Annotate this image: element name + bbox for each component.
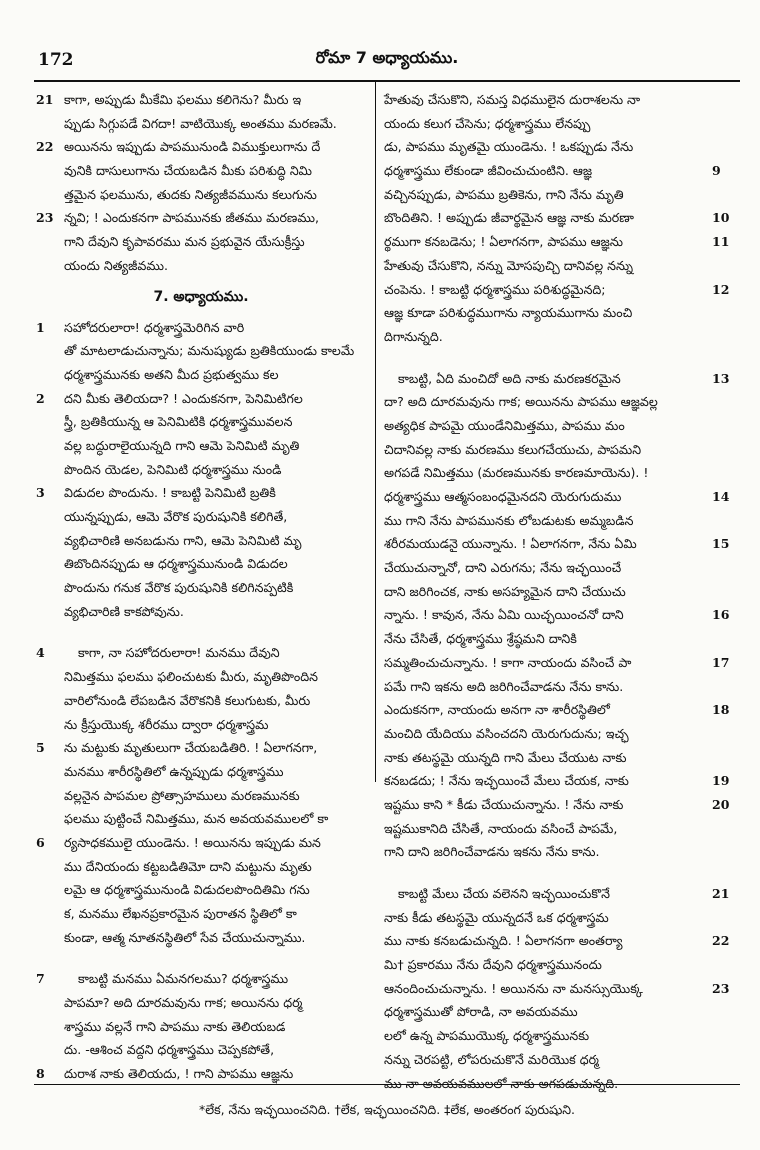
text-line bbox=[382, 278, 730, 302]
verse-text: ర్థముగా కనబడెను; ! ఏలాగనగా, పాపము ఆజ్ఞను bbox=[384, 234, 624, 250]
verse-text: ఆజ్ఞ కూడా పరిశుద్ధముగాను న్యాయముగాను మంచి bbox=[384, 305, 633, 321]
text-line bbox=[382, 929, 730, 953]
text-line bbox=[382, 627, 712, 651]
verse-text: మంచిది యేదియు వసించదని యెరుగుదును; ఇచ్ఛ bbox=[384, 725, 629, 741]
text-line bbox=[34, 576, 368, 600]
text-line bbox=[34, 600, 368, 624]
verse-text: గాని దాని జరిగించేవాడను ఇకను నేను కాను. bbox=[384, 844, 600, 860]
text-line bbox=[34, 552, 368, 576]
verse-text: ధర్మశాస్త్రమునకు అతని మీద ప్రభుత్వము కల bbox=[64, 366, 279, 382]
verse-text: ధర్మశాస్త్రము ఆత్మసంబంధమైనదని యెరుగుదుము bbox=[384, 489, 622, 504]
verse-text: నాకు కీడు తటస్థమై యున్నదనే ఒక ధర్మశాస్త్రమ bbox=[384, 909, 609, 925]
text-line bbox=[34, 410, 368, 434]
verse-text: గాని దేవుని కృపావరము మన ప్రభువైన యేసుక్రీస్తు bbox=[64, 234, 305, 250]
text-line bbox=[34, 339, 368, 363]
verse-number: 18 bbox=[712, 702, 730, 718]
verse-text: పమే గాని ఇకను అది జరిగించేవాడను నేను కాను. bbox=[384, 678, 624, 694]
page-number: 172 bbox=[38, 50, 74, 70]
verse-text: తిబొందినప్పుడు ఆ ధర్మశాస్త్రమునుండి విడుదల bbox=[64, 556, 288, 572]
footnote-divider bbox=[34, 1084, 740, 1085]
text-line bbox=[34, 363, 368, 387]
verse-number: 20 bbox=[712, 796, 730, 812]
text-line bbox=[34, 878, 368, 902]
verse-text: ము నాకు కనబడుచున్నది. ! ఏలాగనగా అంతర్యా bbox=[384, 933, 623, 949]
text-line bbox=[34, 831, 368, 855]
text-line bbox=[34, 135, 368, 159]
verse-text: వారిలోనుండి లేపబడిన వేరొకనికి కలుగుటకు, మీరు bbox=[64, 692, 311, 708]
verse-text: పొందిన యెడల, పెనిమిటి ధర్మశాస్త్రము నుండి bbox=[64, 461, 282, 477]
verse-text: కాగా, అప్పుడు మీకేమి ఫలము కలిగెను? మీరు ఇ bbox=[64, 92, 302, 107]
verse-text: పాపమా? అది దూరమవును గాక; అయినను ధర్మ bbox=[64, 995, 303, 1011]
verse-text: శాస్త్రము వల్లనే గాని పాపము నాకు తెలియబడ bbox=[64, 1018, 286, 1034]
text-line bbox=[34, 1062, 368, 1086]
verse-text: ర్యసాధకములై యుండెను. ! అయినను ఇప్పుడు మన bbox=[64, 834, 321, 850]
verse-text: విడుదల పొందును. ! కాబట్టి పెనిమిటి బ్రతికి bbox=[64, 485, 276, 501]
text-line bbox=[34, 991, 368, 1015]
text-line bbox=[34, 206, 368, 230]
verse-text: వ్యభిచారిణి అనబడును గాని, ఆమె పెనిమిటి మృ bbox=[64, 532, 302, 548]
text-line bbox=[34, 713, 368, 737]
verse-text: స్త్రీ, బ్రతికియున్న ఆ పెనిమిటికి ధర్మశాస్త్రమువలన bbox=[64, 414, 293, 430]
verse-number: 23 bbox=[36, 210, 54, 226]
verse-number: 7 bbox=[36, 971, 45, 987]
page-header bbox=[34, 44, 740, 80]
text-line bbox=[382, 461, 712, 485]
verse-number: 5 bbox=[36, 740, 45, 756]
text-line bbox=[382, 769, 730, 793]
text-line bbox=[382, 817, 712, 841]
verse-text: అత్యధిక పాపమై యుండేనిమిత్తము, పాపము మం bbox=[384, 417, 625, 433]
verse-text: ధర్మశాస్త్రముతో పోరాడి, నా అవయవము bbox=[384, 1004, 578, 1020]
text-line bbox=[382, 906, 712, 930]
paragraph-gap bbox=[34, 623, 368, 641]
text-line bbox=[382, 746, 712, 770]
verse-text: ము దేనియందు కట్టబడితిమో దాని మట్టును మృతు bbox=[64, 858, 312, 874]
verse-text: నన్ను చెరపట్టి, లోపరుచుకొనే మరియొక ధర్మ bbox=[384, 1051, 599, 1067]
verse-text: చిదానివల్ల నాకు మరణము కలుగచేయుచు, పాపమని bbox=[384, 441, 642, 457]
text-line bbox=[34, 760, 368, 784]
text-line bbox=[382, 112, 712, 136]
verse-text: ఎందుకనగా, నాయందు అనగా నా శారీరస్థితిలో bbox=[384, 702, 610, 718]
verse-text: లమై ఆ ధర్మశాస్త్రమునుండి విడుదలపొందితిమి గను bbox=[64, 882, 310, 898]
verse-text: వల్ల బద్ధురాలైయున్నది గాని ఆమె పెనిమిటి మృతి bbox=[64, 437, 300, 453]
verse-number: 1 bbox=[36, 319, 45, 335]
verse-text: వ్యభిచారిణి కాకపోవును. bbox=[64, 603, 184, 619]
text-line bbox=[34, 1038, 368, 1062]
text-line bbox=[34, 784, 368, 808]
verse-number: 21 bbox=[36, 92, 54, 107]
text-line bbox=[382, 135, 712, 159]
verse-text: నాకు తటస్థమై యున్నది గాని మేలు చేయుట నాకు bbox=[384, 749, 627, 765]
text-line bbox=[34, 807, 368, 831]
verse-text: కాగా, నా సహోదరులారా! మనము దేవుని bbox=[78, 645, 280, 661]
verse-number: 2 bbox=[36, 390, 45, 406]
verse-number: 15 bbox=[712, 536, 730, 552]
text-line bbox=[382, 651, 730, 675]
verse-number: 23 bbox=[712, 980, 730, 996]
verse-text: ఆనందించుచున్నాను. ! అయినను నా మనస్సుయొక్క bbox=[384, 980, 643, 996]
verse-text: దని మీకు తెలియదా? ! ఎందుకనగా, పెనిమిటిగల bbox=[64, 390, 303, 406]
verse-text: తో మాటలాడుచున్నాను; మనుష్యుడు బ్రతికియుండు కాలమే bbox=[64, 343, 355, 359]
verse-text: ను క్రీస్తుయొక్క శరీరము ద్వారా ధర్మశాస్త్రమ bbox=[64, 716, 269, 732]
text-line bbox=[382, 509, 712, 533]
verse-text: దు. -ఆశించ వద్దని ధర్మశాస్త్రము చెప్పకపోతే, bbox=[64, 1042, 275, 1058]
text-line bbox=[382, 206, 730, 230]
text-line bbox=[34, 665, 368, 689]
text-line bbox=[34, 1015, 368, 1039]
verse-number: 14 bbox=[712, 489, 730, 504]
verse-text: మి† ప్రకారము నేను దేవుని ధర్మశాస్త్రమునందు bbox=[384, 957, 602, 973]
verse-number: 19 bbox=[712, 773, 730, 789]
text-line bbox=[34, 855, 368, 879]
text-line bbox=[382, 159, 721, 183]
text-line bbox=[382, 230, 730, 254]
running-title: రోమా 7 అధ్యాయము. bbox=[315, 48, 459, 67]
text-line bbox=[34, 183, 368, 207]
verse-number: 11 bbox=[712, 234, 730, 250]
text-line bbox=[382, 603, 730, 627]
verse-text: పొందును గనుక వేరొక పురుషునికి కలిగినప్పటికి bbox=[64, 580, 294, 596]
text-line bbox=[382, 722, 712, 746]
verse-text: ఇష్టము కాని * కీడు చేయుచున్నాను. ! నేను నాకు bbox=[384, 796, 624, 812]
paragraph-gap bbox=[382, 349, 712, 367]
text-line bbox=[34, 434, 368, 458]
verse-text: వునికి దాసులుగాను చేయబడిన మీకు పరిశుద్ధి నిమి bbox=[64, 163, 312, 179]
verse-text: మనము శారీరస్థితిలో ఉన్నప్పుడు ధర్మశాస్త్రము bbox=[64, 763, 284, 779]
verse-text: బొందితిని. ! అప్పుడు జీవార్థమైన ఆజ్ఞ నాకు మరణా bbox=[384, 210, 634, 226]
text-line bbox=[382, 675, 712, 699]
verse-text: హేతువు చేసుకొని, సమస్త విధములైన దురాశలను నా bbox=[384, 92, 641, 107]
verse-text: దిగానున్నది. bbox=[384, 328, 443, 344]
verse-number: 21 bbox=[712, 886, 730, 901]
text-line bbox=[382, 698, 730, 722]
text-line bbox=[382, 301, 712, 325]
verse-text: న్నాను. ! కావున, నేను ఏమి యిచ్ఛయించనో దాని bbox=[384, 607, 624, 623]
verse-text: దా? అది దూరమవును గాక; అయినను పాపము ఆజ్ఞవల్ల bbox=[384, 394, 658, 410]
text-line bbox=[34, 88, 368, 112]
verse-text: దురాశ నాకు తెలియదు, ! గాని పాపము ఆజ్ఞను bbox=[64, 1066, 294, 1082]
text-line bbox=[382, 793, 730, 817]
text-line bbox=[34, 967, 368, 991]
verse-text: ఇష్టముకానిది చేసితే, నాయందు వసించే పాపమే, bbox=[384, 820, 618, 836]
text-line bbox=[382, 1024, 712, 1048]
verse-text: కాబట్టి మేలు చేయ వలెనని ఇచ్ఛయించుకొనే bbox=[398, 886, 610, 901]
text-line bbox=[382, 183, 712, 207]
verse-text: యందు నిత్యజీవము. bbox=[64, 257, 169, 273]
verse-text: శరీరమయుడనై యున్నాను. ! ఏలాగనగా, నేను ఏమి bbox=[384, 536, 637, 552]
verse-text: దాని జరిగించక, నాకు అసహ్యమైన దాని చేయుచు bbox=[384, 583, 626, 599]
footnote: *లేక, నేను ఇచ్ఛయించనిది. †లేక, ఇచ్ఛయించనిది. ‡లేక, అంతరంగ పురుషుని. bbox=[198, 1102, 576, 1117]
verse-number: 17 bbox=[712, 654, 730, 670]
text-line bbox=[382, 1000, 712, 1024]
text-line bbox=[34, 505, 368, 529]
verse-number: 22 bbox=[36, 139, 54, 155]
verse-text: ధర్మశాస్త్రము లేకుండా జీవించుచుంటిని. ఆజ్ఞ bbox=[384, 163, 593, 179]
verse-text: అయినను ఇప్పుడు పాపమునుండి విముక్తులుగాను దే bbox=[64, 139, 321, 155]
text-line bbox=[382, 882, 730, 906]
right-column bbox=[382, 88, 730, 1095]
verse-text: కాబట్టి మనము ఏమనగలము? ధర్మశాస్త్రము bbox=[78, 971, 289, 987]
text-line bbox=[382, 88, 712, 112]
text-line bbox=[34, 387, 368, 411]
text-line bbox=[382, 840, 712, 864]
text-line bbox=[34, 254, 368, 278]
text-line bbox=[382, 1048, 712, 1072]
verse-number: 8 bbox=[36, 1066, 45, 1082]
verse-text: నిమిత్తము ఫలము ఫలించుటకు మీరు, మృతిపొందిన bbox=[64, 669, 318, 685]
text-line bbox=[382, 414, 712, 438]
verse-text: వచ్చినప్పుడు, పాపము బ్రతికెను, గాని నేను మృతి bbox=[384, 186, 624, 202]
verse-number: 3 bbox=[36, 485, 45, 501]
verse-number: 10 bbox=[712, 210, 730, 226]
verse-text: కాబట్టి, ఏది మంచిదో అది నాకు మరణకరమైన bbox=[398, 370, 621, 386]
verse-text: ప్పుడు సిగ్గుపడే విగదా! వాటియొక్క అంతము మరణమే. bbox=[64, 115, 337, 131]
text-line bbox=[34, 230, 368, 254]
verse-text: అగపడే నిమిత్తము (మరణమునకు కారణమాయెను). ! bbox=[384, 465, 649, 481]
verse-text: సమ్మతించుచున్నాను. ! కాగా నాయందు వసించే పా bbox=[384, 654, 632, 670]
verse-text: లలో ఉన్న పాపముయొక్క ధర్మశాస్త్రమునకు bbox=[384, 1028, 590, 1044]
verse-number: 16 bbox=[712, 607, 730, 623]
verse-text: ము నా అవయవములలో నాకు అగపడుచున్నది. bbox=[384, 1075, 619, 1091]
verse-text: యందు కలుగ చేసెను; ధర్మశాస్త్రము లేనప్పు bbox=[384, 115, 591, 131]
verse-number: 6 bbox=[36, 834, 45, 850]
verse-text: నేను చేసితే, ధర్మశాస్త్రము శ్రేష్ఠమని దానికి bbox=[384, 631, 577, 647]
text-line bbox=[382, 556, 712, 580]
text-line bbox=[382, 367, 730, 391]
text-line bbox=[34, 159, 368, 183]
left-column bbox=[34, 88, 368, 1086]
text-line bbox=[34, 529, 368, 553]
verse-text: క, మనము లేఖనప్రకారమైన పురాతన స్థితిలో కా bbox=[64, 906, 297, 921]
verse-text: ను మట్టుకు మృతులుగా చేయబడితిరి. ! ఏలాగనగా, bbox=[64, 740, 318, 756]
text-line bbox=[382, 390, 712, 414]
text-line bbox=[382, 580, 712, 604]
text-line bbox=[34, 481, 368, 505]
chapter-heading: 7. అధ్యాయము. bbox=[153, 288, 249, 305]
verse-text: డు, పాపము మృతమై యుండెను. ! ఒకప్పుడు నేను bbox=[384, 139, 634, 155]
header-divider bbox=[34, 80, 740, 82]
verse-number: 13 bbox=[712, 370, 730, 386]
text-line bbox=[34, 641, 368, 665]
text-line bbox=[34, 902, 368, 926]
verse-number: 12 bbox=[712, 281, 730, 297]
verse-text: ఫలము పుట్టించే నిమిత్తము, మన అవయవములలో కా bbox=[64, 811, 329, 827]
verse-text: కనబడదు; ! నేను ఇచ్ఛయించే మేలు చేయక, నాకు bbox=[384, 773, 629, 789]
text-line bbox=[382, 977, 730, 1001]
column-divider bbox=[375, 82, 376, 782]
verse-number: 9 bbox=[712, 163, 721, 179]
verse-text: యున్నప్పుడు, ఆమె వేరొక పురుషునికి కలిగితే, bbox=[64, 509, 288, 524]
text-line bbox=[382, 325, 712, 349]
verse-text: సహోదరులారా! ధర్మశాస్త్రమెరిగిన వారి bbox=[64, 319, 245, 335]
text-line bbox=[382, 532, 730, 556]
verse-text: చేయుచున్నానో, దాని ఎరుగను; నేను ఇచ్ఛయించే bbox=[384, 560, 622, 576]
text-line bbox=[34, 316, 368, 340]
text-line bbox=[382, 953, 712, 977]
text-line bbox=[34, 689, 368, 713]
page-edge bbox=[745, 0, 760, 1150]
paragraph-gap bbox=[382, 864, 712, 882]
verse-text: కుండా, ఆత్మ నూతనస్థితిలో సేవ చేయుచున్నాము. bbox=[64, 929, 306, 945]
verse-text: న్నవి; ! ఎందుకనగా పాపమునకు జీతము మరణము, bbox=[64, 210, 320, 226]
text-line bbox=[34, 112, 368, 136]
text-line bbox=[34, 458, 368, 482]
verse-text: ము గాని నేను పాపమునకు లోబడుటకు అమ్మబడిన bbox=[384, 512, 634, 528]
text-line bbox=[34, 736, 368, 760]
verse-text: వల్లనైన పాపమల ప్రోత్సాహములు మరణమునకు bbox=[64, 787, 300, 803]
text-line bbox=[382, 438, 712, 462]
paragraph-gap bbox=[34, 949, 368, 967]
text-line bbox=[382, 485, 730, 509]
verse-text: త్తమైన ఫలమును, తుదకు నిత్యజీవమును కలుగును bbox=[64, 186, 317, 202]
verse-text: చంపెను. ! కాబట్టి ధర్మశాస్త్రము పరిశుద్ధమైనది; bbox=[384, 281, 606, 297]
text-line bbox=[382, 254, 712, 278]
verse-number: 22 bbox=[712, 933, 730, 949]
verse-number: 4 bbox=[36, 645, 45, 661]
verse-text: హేతువు చేసుకొని, నన్ను మోసపుచ్చి దానివల్ల నన్ను bbox=[384, 257, 633, 273]
text-line bbox=[34, 926, 368, 950]
